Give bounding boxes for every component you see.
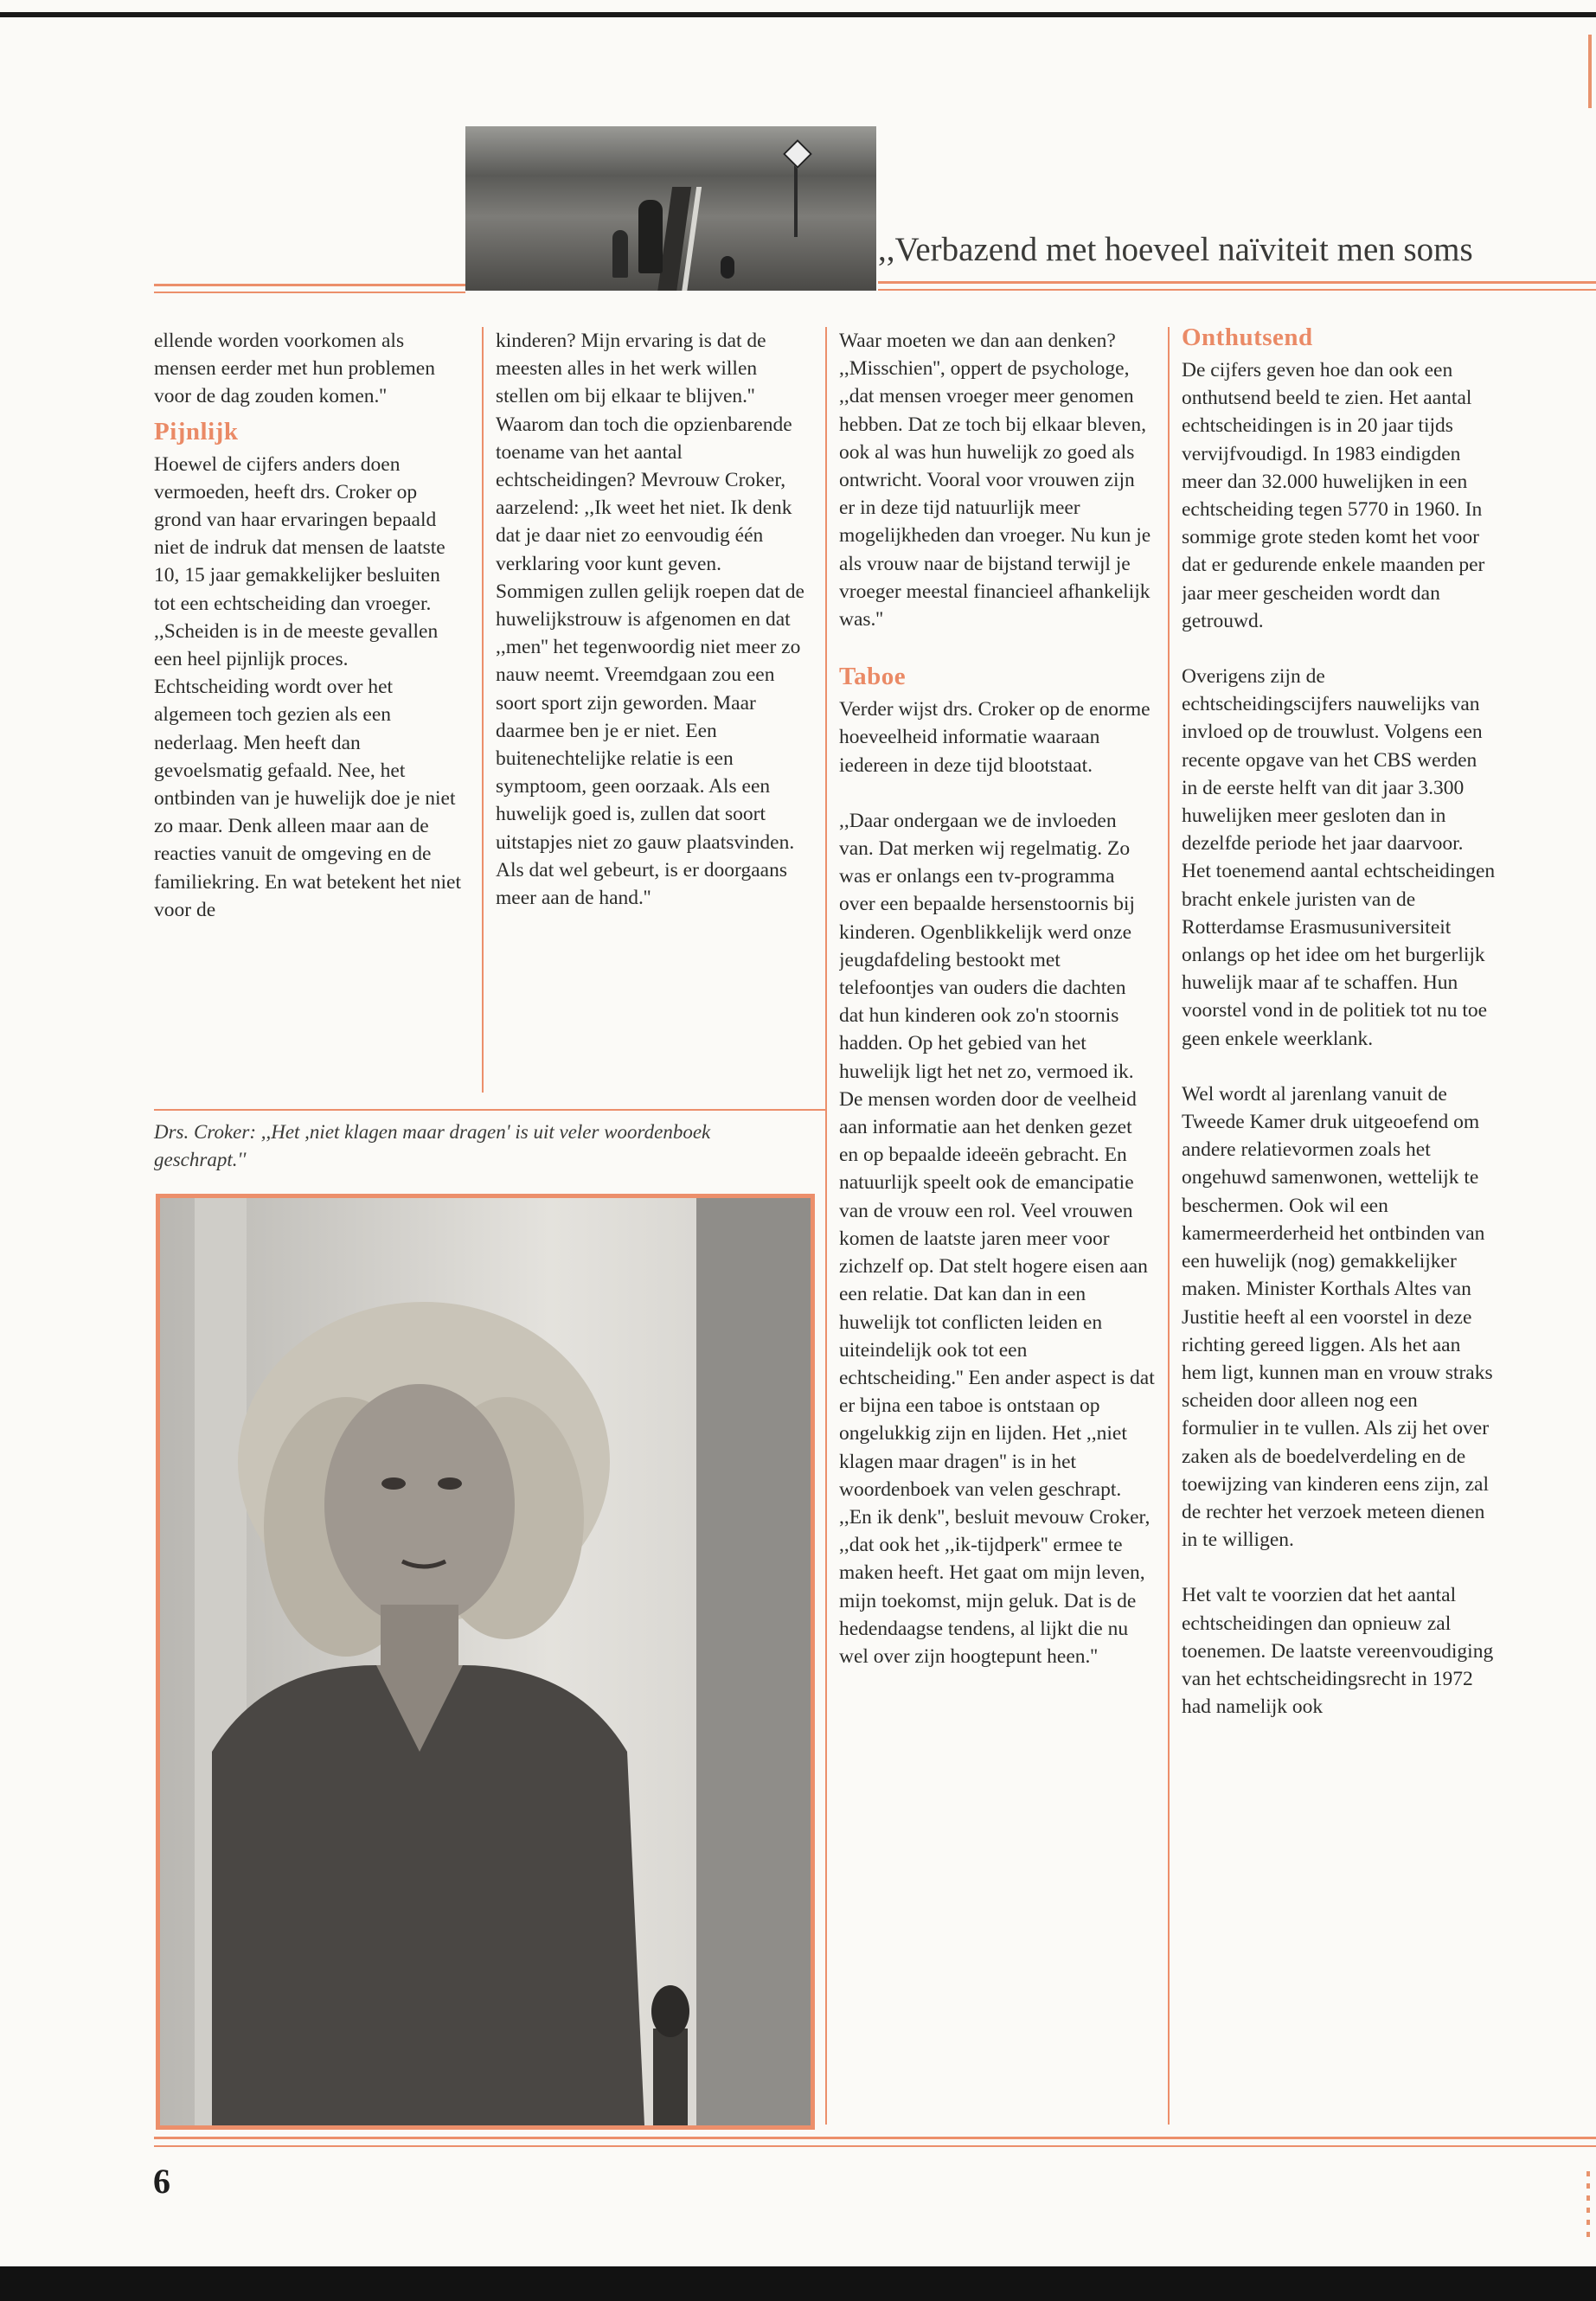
paragraph: Overigens zijn de echtscheidingscijfers nauwelijks van invloed op de trouwlust. Volgens een recente opgave van het CBS werden in de eerste helft van dit jaar 3.300 huwelijken meer gesloten dan in dezelfde periode het jaar daarvoor. Het toenemend aantal echtscheidingen bracht enkele juristen van de Rotterdamse Erasmusuniversiteit onlangs op het idee om het burgerlijk huwelijk maar af te schaffen. Hun voorstel vond in de politiek tot nu toe geen enkele weerklank.: [1182, 665, 1496, 1050]
header-rule-right-2: [878, 289, 1596, 291]
subheading-taboe: Taboe: [839, 663, 907, 691]
child-figure: [612, 230, 628, 278]
column-separator-1: [482, 327, 484, 1093]
paragraph: Het valt te voorzien dat het aantal echtscheidingen dan opnieuw zal toenemen. De laatste vereenvoudiging van het echtscheidingsrecht in 1972 had namelijk ook: [1182, 1584, 1494, 1719]
paragraph: Hoewel de cijfers anders doen vermoeden, heeft drs. Croker op grond van haar ervaringen bepaald niet de indruk dat mensen de laatste 10, 15 jaar gemakkelijker besluiten tot een echtscheiding dan vroeger. ,,Scheiden is in de meeste gevallen een heel pijnlijk proces. Echtscheiding wordt over het algemeen toch gezien als een nederlaag. Men heeft dan gevoelsmatig gefaald. Nee, het ontbinden van je huwelijk doe je niet zo maar. Denk alleen maar aan de reacties vanuit de omgeving en de familiekring. En wat betekent het niet voor de: [154, 452, 461, 921]
column-separator-3: [1168, 327, 1170, 2125]
page-number: 6: [153, 2162, 170, 2201]
top-border: [0, 12, 1596, 17]
paragraph: De cijfers geven hoe dan ook een onthutsend beeld te zien. Het aantal echtscheidingen is in 20 jaar tijds vervijfvoudigd. In 1983 eindigden meer dan 32.000 huwelijken in een echtscheiding tegen 5770 in 1960. In sommige grote steden komt het voor dat er gedurende enkele maanden per jaar meer gescheiden wordt dan getrouwd.: [1182, 359, 1485, 632]
railway-photo: [465, 126, 876, 291]
paragraph: Wel wordt al jarenlang vanuit de Tweede Kamer druk uitgeoefend om andere relatievormen zoals het ongehuwd samenwonen, wettelijk te beschermen. Ook wil een kamermeerderheid het ontbinden van een huwelijk (nog) gemakkelijker maken. Minister Korthals Altes van Justitie heeft al een voorstel in deze richting gereed liggen. Als het aan hem ligt, kunnen man en vrouw straks scheiden door alleen nog een formulier in te vullen. Als zij het over zaken als de boedelverdeling en de toewijzing van kinderen eens zijn, zal de rechter het verzoek meteen dienen in te willigen.: [1182, 1082, 1493, 1552]
portrait-illustration: [160, 1198, 811, 2125]
bottom-border: [0, 2266, 1596, 2301]
header-rule-right: [878, 281, 1596, 284]
subheading-pijnlijk: Pijnlijk: [154, 417, 239, 445]
paragraph: Waarom dan toch die opzienbarende toename van het aantal echtscheidingen? Mevrouw Croker, aarzelend: ,,Ik weet het niet. Ik denk dat je daar niet zo eenvoudig één verklaring voor kunt geven. Sommigen zullen gelijk roepen dat de huwelijkstrouw is afgenomen en dat ,,men'' het tegenwoordig niet meer zo nauw neemt. Vreemdgaan zou een soort sport zijn geworden. Maar daarmee ben je er niet. Een buitenechtelijke relatie is een symptoom, geen oorzaak. Als een huwelijk goed is, zullen dat soort uitstapjes niet zo gauw plaatsvinden. Als dat wel gebeurt, is er doorgaans meer aan de hand.'': [496, 413, 804, 910]
paragraph: Verder wijst drs. Croker op de enorme hoeveelheid informatie waaraan iedereen in deze tijd blootstaat.: [839, 698, 1151, 777]
header-rule-left-2: [154, 292, 465, 293]
text-column-3: [839, 327, 1155, 2126]
adult-figure: [638, 200, 663, 273]
paragraph: ,,Daar ondergaan we de invloeden van. Dat merken wij regelmatig. Zo was er onlangs een tv-programma over een bepaalde hersenstoornis bij kinderen. Ogenblikkelijk werd onze jeugdafdeling bestookt met telefoontjes van ouders die dachten dat hun kinderen ook zo'n stoornis hadden. Op het gebied van het huwelijk ligt het net zo, vermoed ik. De mensen worden door de veelheid aan informatie aan het denken gezet en op bepaalde ideeën gebracht. En natuurlijk speelt ook de emancipatie van de vrouw een rol. Veel vrouwen komen de laatste jaren meer voor zichzelf op. Dat stelt hogere eisen aan een relatie. Dat kan dan in een huwelijk tot conflicten leiden en uiteindelijk ook tot een echtscheiding.'' Een ander aspect is dat er bijna een taboe is ontstaan op ongelukkig zijn en lijden. Het ,,niet klagen maar dragen'' is in het woordenboek van velen geschrapt. ,,En ik denk'', besluit mevouw Croker, ,,dat ook het ,,ik-tijdperk'' ermee te maken heeft. Het gaat om mijn leven, mijn toekomst, mijn geluk. Dat is de hedendaagse tendens, al lijkt die nu wel over zijn hoogtepunt heen.'': [839, 809, 1155, 1668]
edge-marker: [1588, 35, 1592, 108]
paragraph: ellende worden voorkomen als mensen eerder met hun problemen voor de dag zouden komen.'': [154, 330, 435, 408]
portrait-photo: [156, 1194, 815, 2130]
paragraph: kinderen? Mijn ervaring is dat de meesten alles in het werk willen stellen om bij elkaar te blijven.'': [496, 330, 766, 408]
paragraph: Waar moeten we dan aan denken? ,,Misschien'', oppert de psychologe, ,,dat mensen vroeger meer genomen hebben. Dat ze toch bij elkaar bleven, ook al was hun huwelijk zo goed als ontwricht. Vooral voor vrouwen zijn er in deze tijd natuurlijk meer mogelijkheden dan vroeger. Nu kun je als vrouw naar de bijstand terwijl je vroeger meestal financieel afhankelijk was.'': [839, 330, 1151, 631]
text-column-1: [154, 327, 465, 1097]
column-separator-2: [825, 327, 827, 2125]
footer-rule: [154, 2137, 1596, 2139]
sign-board: [783, 139, 812, 169]
text-column-2: [496, 327, 811, 1097]
headline: ,,Verbazend met hoeveel naïviteit men soms: [878, 231, 1473, 268]
photo-caption: Drs. Croker: ,,Het ,niet klagen maar dragen' is uit veler woordenboek geschrapt.'': [154, 1121, 711, 1170]
edge-dots: [1586, 2171, 1590, 2240]
subheading-onthutsend: Onthutsend: [1182, 324, 1313, 351]
header-rule-left: [154, 284, 465, 286]
caption-rule: [154, 1109, 825, 1111]
dog-figure: [721, 256, 734, 279]
text-column-4: [1182, 322, 1497, 2126]
footer-rule-2: [154, 2145, 1596, 2147]
